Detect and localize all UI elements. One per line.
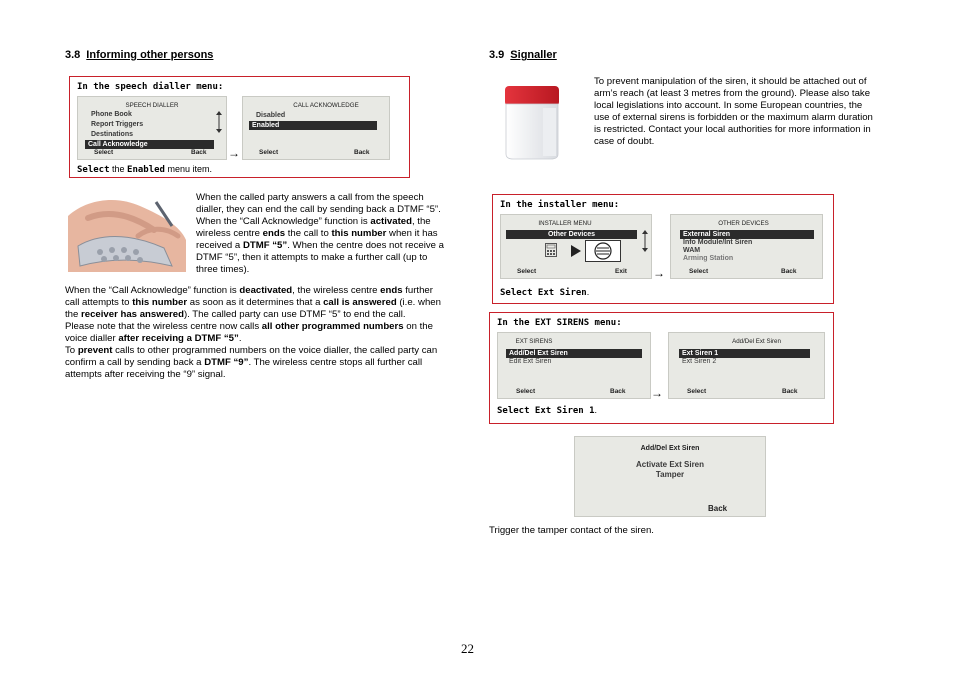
box-label: In the installer menu:	[500, 200, 620, 210]
installer-menu-box	[492, 194, 834, 304]
text-prevent-calls: To prevent calls to other programmed numbers on the voice dialler, the called party can confirm a call by sending back a DTMF “9”. The wireless centre stops all further call attempts after receiving the “9” signal.	[65, 345, 438, 380]
softkey-back[interactable]: Back	[354, 149, 370, 156]
lcd-title: OTHER DEVICES	[718, 220, 769, 227]
menu-item-phone-book[interactable]: Phone Book	[91, 111, 132, 118]
lcd-title: CALL ACKNOWLEDGE	[293, 102, 359, 109]
text-acknowledge-activated: When the “Call Acknowledge” function is activated, the wireless centre ends the call to this number when it has received a DTMF “5”. When the centre does not receive a DTMF “5”, then it attempts to make a further call (up to three times).	[196, 216, 444, 275]
menu-item-enabled[interactable]: Enabled	[249, 121, 377, 130]
menu-item-tamper[interactable]: Tamper	[655, 470, 685, 479]
softkey-back[interactable]: Back	[782, 388, 798, 395]
box-caption: Select the Enabled menu item.	[77, 164, 212, 175]
menu-item-info-module[interactable]: Info Module/Int Siren	[683, 239, 753, 246]
softkey-back[interactable]: Back	[781, 268, 797, 275]
softkey-select[interactable]: Select	[687, 388, 707, 395]
lcd-tamper	[574, 436, 766, 517]
menu-item-destinations[interactable]: Destinations	[91, 131, 134, 138]
menu-item-activate-ext-siren[interactable]: Activate Ext Siren	[635, 460, 705, 469]
menu-item-other-devices[interactable]: Other Devices	[506, 230, 637, 239]
menu-item-ext-siren-2[interactable]: Ext Siren 2	[682, 358, 717, 365]
softkey-select[interactable]: Select	[517, 268, 537, 275]
lcd-ext-sirens	[497, 332, 651, 399]
arrow-right-icon: →	[228, 146, 240, 160]
external-siren-image	[503, 84, 563, 160]
text-other-numbers: Please note that the wireless centre now calls all other programmed numbers on the voice dialler after receiving a DTMF “5”.	[65, 321, 433, 344]
phone-in-hand-illustration	[68, 196, 186, 272]
section-heading-3-9	[489, 49, 557, 61]
softkey-select[interactable]: Select	[259, 149, 279, 156]
menu-item-report-triggers[interactable]: Report Triggers	[91, 121, 144, 128]
section-title: Informing other persons	[86, 49, 214, 61]
lcd-other-devices	[670, 214, 823, 279]
lcd-title: INSTALLER MENU	[538, 220, 592, 227]
lcd-call-acknowledge	[242, 96, 390, 160]
box-label: In the speech dialler menu:	[77, 82, 224, 92]
siren-device-icon	[585, 240, 621, 262]
softkey-back[interactable]: Back	[610, 388, 626, 395]
softkey-select[interactable]: Select	[689, 268, 709, 275]
lcd-installer-menu	[500, 214, 652, 279]
lcd-title: EXT SIRENS	[515, 338, 553, 345]
section-number: 3.9	[489, 49, 505, 61]
section-title: Signaller	[510, 49, 557, 61]
menu-item-call-acknowledge[interactable]: Call Acknowledge	[85, 140, 214, 149]
menu-item-disabled[interactable]: Disabled	[256, 112, 286, 119]
section-number: 3.8	[65, 49, 81, 61]
triangle-right-icon	[571, 245, 581, 257]
lcd-title: Add/Del Ext Siren	[732, 338, 781, 345]
box-caption: Select Ext Siren 1.	[497, 405, 598, 416]
tamper-caption: Trigger the tamper contact of the siren.	[489, 525, 654, 536]
text-call-answer: When the called party answers a call from the speech dialler, they can end the call by sending back a DTMF “5”.	[196, 192, 441, 215]
section-heading-3-8	[65, 49, 213, 61]
softkey-select[interactable]: Select	[94, 149, 114, 156]
menu-item-wam[interactable]: WAM	[683, 247, 701, 254]
menu-item-ext-siren-1[interactable]: Ext Siren 1	[679, 349, 810, 358]
box-caption: Select Ext Siren.	[500, 287, 590, 298]
menu-item-external-siren[interactable]: External Siren	[680, 230, 814, 239]
softkey-exit[interactable]: Exit	[615, 268, 627, 275]
softkey-back[interactable]: Back	[708, 504, 728, 513]
paragraph-intro	[196, 192, 448, 276]
softkey-select[interactable]: Select	[516, 388, 536, 395]
menu-item-edit-ext-siren[interactable]: Edit Ext Siren	[509, 358, 552, 365]
menu-item-arming-station[interactable]: Arming Station	[683, 255, 734, 262]
menu-item-add-del-ext-siren[interactable]: Add/Del Ext Siren	[506, 349, 642, 358]
siren-intro-text: To prevent manipulation of the siren, it should be attached out of arm’s reach (at least 3 metres from the ground). Please also take local legislations into account. In some European countries, the use of external sirens is forbidden or the maximum alarm duration is restricted. Contact your local authorities for more information in case of doubt.	[594, 76, 873, 147]
lcd-title: SPEECH DIALLER	[125, 102, 179, 109]
paragraph-body	[65, 285, 448, 381]
lcd-speech-dialler	[77, 96, 227, 160]
softkey-back[interactable]: Back	[191, 149, 207, 156]
keypad-icon	[545, 243, 557, 257]
lcd-add-del-ext-siren	[668, 332, 825, 399]
scroll-indicator-icon	[216, 111, 222, 133]
ext-sirens-menu-box	[489, 312, 834, 424]
speech-dialler-box	[69, 76, 410, 178]
text-acknowledge-deactivated: When the “Call Acknowledge” function is deactivated, the wireless centre ends further call attempts to this number as soon as it determines that a call is answered (i.e. when the receiver has answered). The called party can use DTMF “5” to end the call.	[65, 285, 441, 320]
arrow-right-icon: →	[651, 386, 663, 400]
box-label: In the EXT SIRENS menu:	[497, 318, 622, 328]
arrow-right-icon: →	[653, 266, 665, 280]
lcd-title: Add/Del Ext Siren	[640, 445, 700, 452]
page-number: 22	[461, 641, 474, 656]
scroll-indicator-icon	[642, 230, 648, 252]
